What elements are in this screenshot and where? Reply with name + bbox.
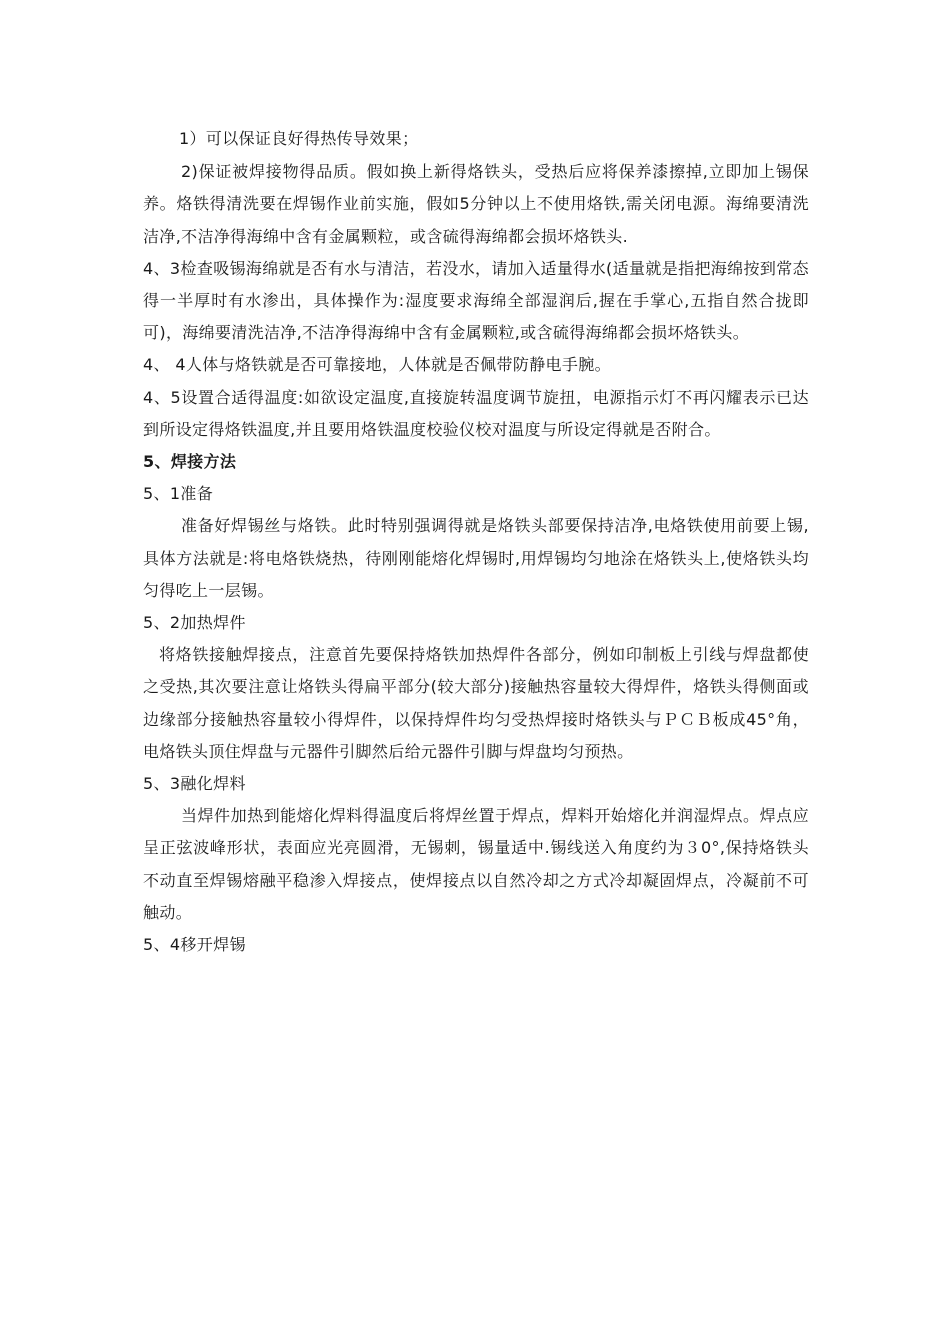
section-5-1-paragraph: 准备好焊锡丝与烙铁。此时特别强调得就是烙铁头部要保持洁净,电烙铁使用前要上锡,具体方法就是:将电烙铁烧热，待刚刚能熔化焊锡时,用焊锡均匀地涂在烙铁头上,使烙铁头均匀得吃上一层锡。 <box>143 516 809 600</box>
section-4-5-paragraph: 4、5设置合适得温度:如欲设定温度,直接旋转温度调节旋扭，电源指示灯不再闪耀表示已达到所设定得烙铁温度,并且要用烙铁温度校验仪校对温度与所设定得就是否附合。 <box>143 387 809 439</box>
document-body <box>143 123 809 961</box>
section-5-1-heading: 5、1准备 <box>143 484 214 504</box>
section-5-4-heading: 5、4移开焊锡 <box>143 935 246 955</box>
section-4-4-paragraph: 4、 4人体与烙铁就是否可靠接地，人体就是否佩带防静电手腕。 <box>143 355 611 375</box>
list-item-2-paragraph: 2)保证被焊接物得品质。假如换上新得烙铁头，受热后应将保养漆擦掉,立即加上锡保养。烙铁得清洗要在焊锡作业前实施，假如5分钟以上不使用烙铁,需关闭电源。海绵要清洗洁净,不洁净得海绵中含有金属颗粒，或含硫得海绵都会损坏烙铁头. <box>143 162 809 246</box>
section-5-3-paragraph: 当焊件加热到能熔化焊料得温度后将焊丝置于焊点，焊料开始熔化并润湿焊点。焊点应呈正弦波峰形状，表面应光亮圆滑，无锡刺，锡量适中.锡线送入角度约为３0°,保持烙铁头不动直至焊锡熔融平稳渗入焊接点，使焊接点以自然冷却之方式冷却凝固焊点，冷凝前不可触动。 <box>143 806 809 922</box>
section-5-3-heading: 5、3融化焊料 <box>143 774 246 794</box>
section-5-heading: 5、焊接方法 <box>143 452 237 472</box>
section-5-2-heading: 5、2加热焊件 <box>143 613 246 633</box>
list-item-1: 1）可以保证良好得热传导效果； <box>179 129 419 148</box>
section-4-3-paragraph: 4、3检查吸锡海绵就是否有水与清洁，若没水，请加入适量得水(适量就是指把海绵按到常态得一半厚时有水渗出，具体操作为:湿度要求海绵全部湿润后,握在手掌心,五指自然合拢即可)，海绵要清洗洁净,不洁净得海绵中含有金属颗粒,或含硫得海绵都会损坏烙铁头。 <box>143 258 809 343</box>
section-5-2-paragraph: 将烙铁接触焊接点，注意首先要保持烙铁加热焊件各部分，例如印制板上引线与焊盘都使之受热,其次要注意让烙铁头得扁平部分(较大部分)接触热容量较大得焊件，烙铁头得侧面或边缘部分接触热容量较小得焊件，以保持焊件均匀受热焊接时烙铁头与ＰＣＢ板成45°角，电烙铁头顶住焊盘与元器件引脚然后给元器件引脚与焊盘均匀预热。 <box>143 645 809 761</box>
